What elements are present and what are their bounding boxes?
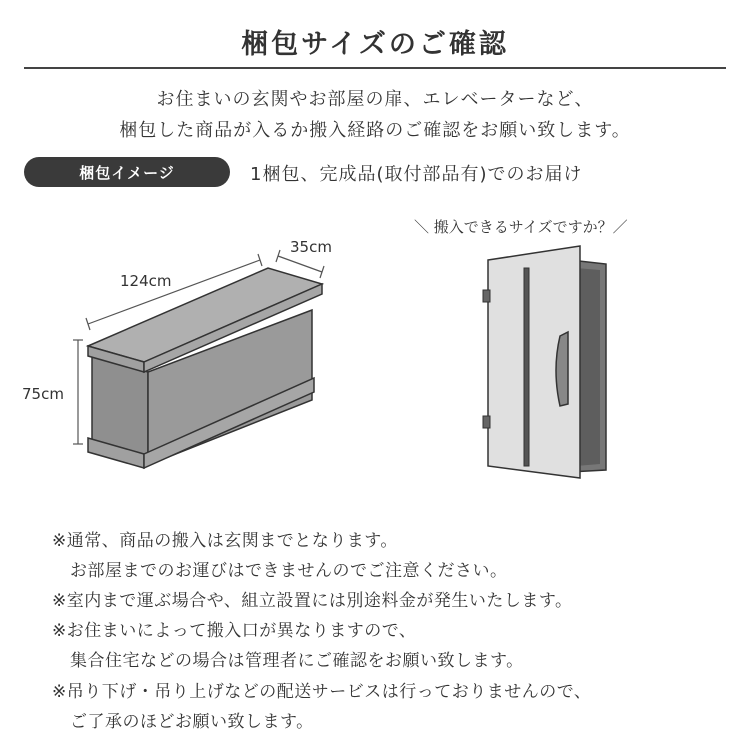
door-handle-icon bbox=[556, 332, 568, 406]
note-1-cont: お部屋までのお運びはできませんのでご注意ください。 bbox=[70, 561, 508, 581]
package-image-badge: 梱包イメージ bbox=[24, 157, 230, 187]
door-groove bbox=[524, 268, 529, 466]
note-3-cont: 集合住宅などの場合は管理者にご確認をお願い致します。 bbox=[70, 651, 524, 671]
width-label: 124cm bbox=[120, 272, 172, 290]
note-4-cont: ご了承のほどお願い致します。 bbox=[70, 712, 314, 732]
depth-label: 35cm bbox=[290, 238, 332, 256]
note-1: ※通常、商品の搬入は玄関までとなります。 bbox=[52, 531, 398, 551]
delivery-description: 1梱包、完成品(取付部品有)でのお届け bbox=[250, 164, 583, 185]
intro-line-2: 梱包した商品が入るか搬入経路のご確認をお願い致します。 bbox=[119, 120, 631, 141]
door-caption: ＼ 搬入できるサイズですか？／ bbox=[414, 218, 628, 236]
package-box-illustration bbox=[22, 228, 342, 478]
height-label: 75cm bbox=[22, 385, 64, 403]
page-title: 梱包サイズのご確認 bbox=[241, 29, 509, 60]
title-divider bbox=[24, 67, 726, 69]
intro-line-1: お住まいの玄関やお部屋の扉、エレベーターなど、 bbox=[156, 89, 594, 110]
note-4: ※吊り下げ・吊り上げなどの配送サービスは行っておりませんので、 bbox=[52, 682, 592, 702]
door-illustration bbox=[410, 208, 730, 488]
upper-hinge-icon bbox=[483, 290, 490, 302]
note-2: ※室内まで運ぶ場合や、組立設置には別途料金が発生いたします。 bbox=[52, 591, 573, 611]
note-3: ※お住まいによって搬入口が異なりますので、 bbox=[52, 621, 417, 641]
depth-dimension-line bbox=[278, 256, 322, 272]
lower-hinge-icon bbox=[483, 416, 490, 428]
